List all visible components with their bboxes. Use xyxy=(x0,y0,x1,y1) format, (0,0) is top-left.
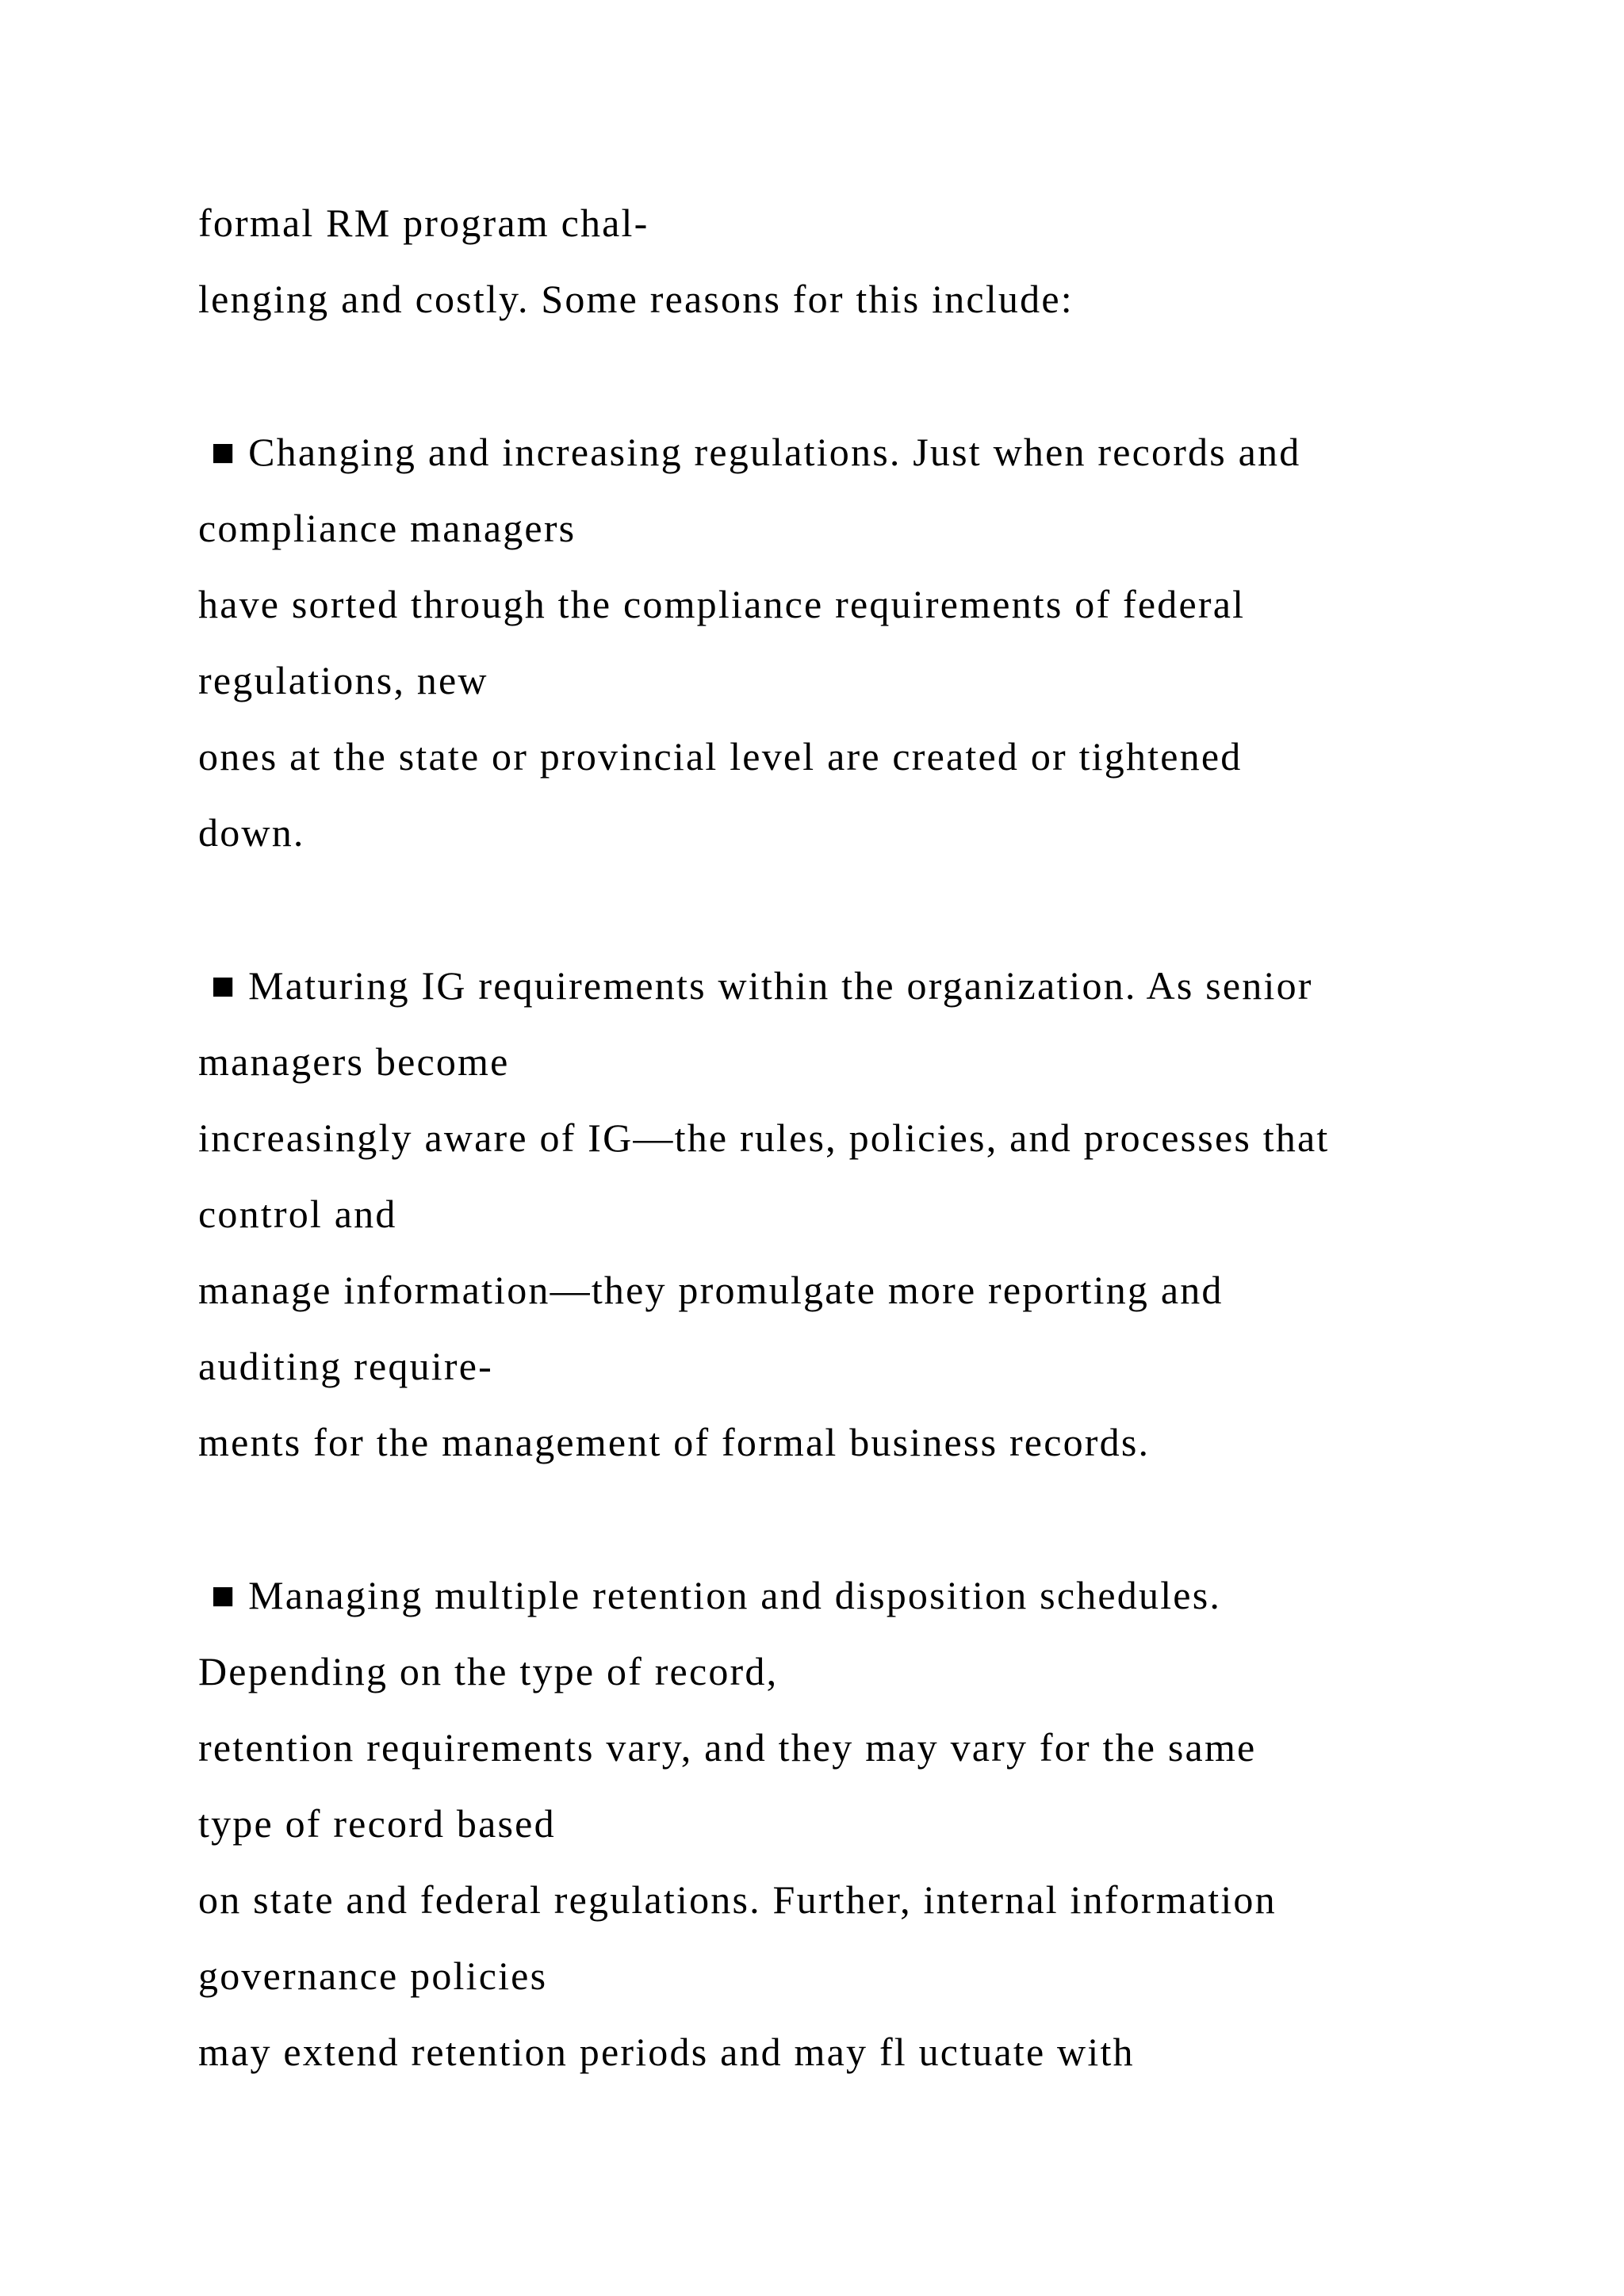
bullet-item-heading: ■ Managing multiple retention and disposition schedules. xyxy=(211,1573,1222,1617)
text-line: manage information—they promulgate more reporting and xyxy=(198,1268,1224,1312)
text-line: retention requirements vary, and they may vary for the same xyxy=(198,1725,1257,1770)
text-line: compliance managers xyxy=(198,506,576,550)
text-line: ments for the management of formal business records. xyxy=(198,1420,1151,1464)
text-line: type of record based xyxy=(198,1801,556,1846)
text-line: have sorted through the compliance requirements of federal xyxy=(198,582,1246,626)
text-line: auditing require- xyxy=(198,1344,493,1388)
text-line: increasingly aware of IG—the rules, policies, and processes that xyxy=(198,1115,1330,1160)
text-line: on state and federal regulations. Further, internal information xyxy=(198,1877,1277,1922)
text-line: Depending on the type of record, xyxy=(198,1649,779,1693)
text-line: ones at the state or provincial level are created or tightened xyxy=(198,734,1243,779)
bullet-item-heading: ■ Changing and increasing regulations. Just when records and xyxy=(211,430,1301,474)
text-line: may extend retention periods and may fl uctuate with xyxy=(198,2030,1135,2074)
text-line: lenging and costly. Some reasons for this include: xyxy=(198,277,1074,321)
text-line: formal RM program chal- xyxy=(198,201,649,245)
bullet-item-heading: ■ Maturing IG requirements within the organization. As senior xyxy=(211,963,1313,1008)
text-line: managers become xyxy=(198,1039,510,1084)
text-line: control and xyxy=(198,1192,397,1236)
text-line: governance policies xyxy=(198,1954,548,1998)
text-line: regulations, new xyxy=(198,658,488,702)
text-line: down. xyxy=(198,810,305,855)
